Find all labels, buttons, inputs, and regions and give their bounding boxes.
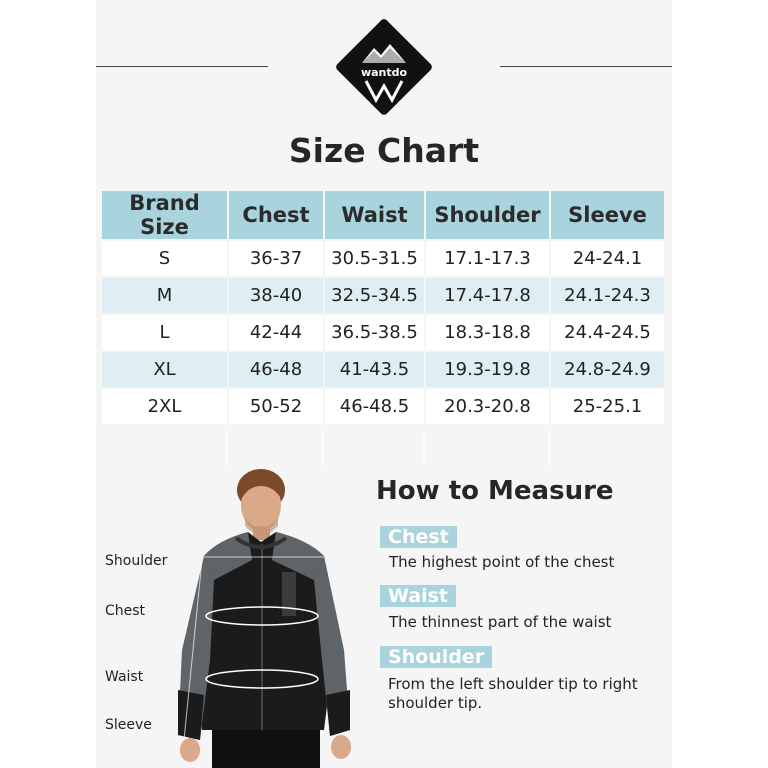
how-to-measure-title: How to Measure xyxy=(376,476,614,506)
cell-sleeve: 24.1-24.3 xyxy=(551,278,664,313)
cell-chest: 38-40 xyxy=(229,278,323,313)
col-header-sleeve: Sleeve xyxy=(551,191,664,239)
cell-shoulder: 19.3-19.8 xyxy=(426,352,549,387)
table-row xyxy=(102,278,664,313)
cell-chest: 42-44 xyxy=(229,315,323,350)
cell-shoulder: 20.3-20.8 xyxy=(426,389,549,424)
cell-size: L xyxy=(102,315,227,350)
cell-shoulder: 17.4-17.8 xyxy=(426,278,549,313)
table-row xyxy=(102,315,664,350)
diagram-label-chest: Chest xyxy=(105,603,146,619)
logo-text: wantdo xyxy=(360,66,408,79)
cell-sleeve: 24-24.1 xyxy=(551,241,664,276)
diagram-label-waist: Waist xyxy=(105,669,144,685)
table-row xyxy=(102,241,664,276)
diagram-label-sleeve: Sleeve xyxy=(105,717,152,733)
cell-shoulder: 18.3-18.8 xyxy=(426,315,549,350)
model-jacket-illustration xyxy=(174,460,374,768)
cell-chest: 36-37 xyxy=(229,241,323,276)
cell-size: S xyxy=(102,241,227,276)
table-row xyxy=(102,352,664,387)
cell-waist: 41-43.5 xyxy=(325,352,424,387)
divider-left xyxy=(96,66,268,67)
size-chart-panel xyxy=(96,0,672,768)
table-row xyxy=(102,389,664,424)
measure-desc-shoulder: From the left shoulder tip to right shoulder tip. xyxy=(388,675,638,712)
measure-tag-shoulder: Shoulder xyxy=(380,646,492,668)
col-header-brand-size: Brand Size xyxy=(102,191,227,239)
brand-logo xyxy=(332,15,436,119)
cell-chest: 46-48 xyxy=(229,352,323,387)
divider-right xyxy=(500,66,672,67)
table-header-row xyxy=(102,191,664,239)
col-header-shoulder: Shoulder xyxy=(426,191,549,239)
cell-sleeve: 24.4-24.5 xyxy=(551,315,664,350)
measure-tag-waist: Waist xyxy=(380,585,456,607)
size-table xyxy=(100,189,666,426)
cell-size: XL xyxy=(102,352,227,387)
cell-waist: 36.5-38.5 xyxy=(325,315,424,350)
page-title: Size Chart xyxy=(288,131,480,170)
measure-tag-chest: Chest xyxy=(380,526,457,548)
cell-sleeve: 24.8-24.9 xyxy=(551,352,664,387)
cell-size: M xyxy=(102,278,227,313)
cell-waist: 30.5-31.5 xyxy=(325,241,424,276)
col-header-chest: Chest xyxy=(229,191,323,239)
diagram-label-shoulder: Shoulder xyxy=(105,553,168,569)
col-header-waist: Waist xyxy=(325,191,424,239)
measure-desc-chest: The highest point of the chest xyxy=(389,553,615,571)
cell-shoulder: 17.1-17.3 xyxy=(426,241,549,276)
cell-waist: 32.5-34.5 xyxy=(325,278,424,313)
measure-desc-waist: The thinnest part of the waist xyxy=(389,613,612,631)
cell-sleeve: 25-25.1 xyxy=(551,389,664,424)
cell-waist: 46-48.5 xyxy=(325,389,424,424)
cell-chest: 50-52 xyxy=(229,389,323,424)
cell-size: 2XL xyxy=(102,389,227,424)
